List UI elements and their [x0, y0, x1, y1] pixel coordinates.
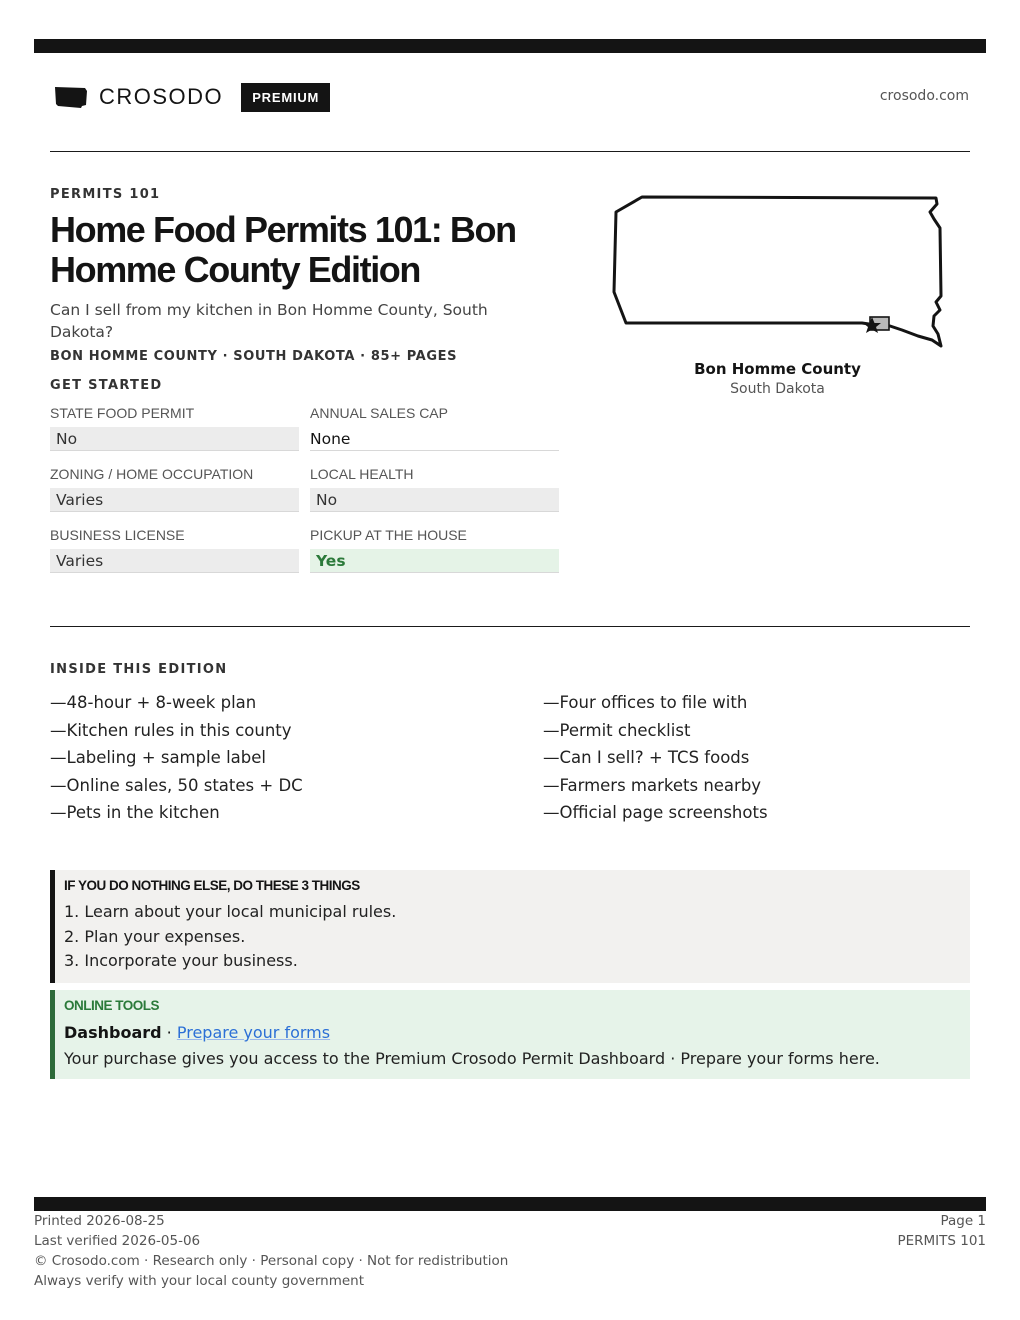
site-url[interactable]: crosodo.com — [879, 88, 969, 104]
fact-value: Varies — [50, 488, 299, 512]
section-divider — [50, 626, 970, 627]
fact-value: Varies — [50, 549, 299, 573]
toc-item: —Farmers markets nearby — [543, 775, 762, 795]
section-kicker: PERMITS 101 — [50, 187, 161, 202]
footer-series: PERMITS 101 — [897, 1233, 986, 1249]
toc-item: —Online sales, 50 states + DC — [50, 775, 303, 795]
fact-value: Yes — [310, 549, 559, 573]
fact-pickup — [310, 525, 559, 573]
callout-list — [64, 900, 970, 974]
fact-label: PICKUP AT THE HOUSE — [310, 527, 467, 543]
toc-item: —48-hour + 8-week plan — [50, 693, 257, 712]
premium-badge: PREMIUM — [241, 83, 330, 112]
top-rule-bar — [34, 39, 986, 53]
online-tools-panel — [50, 990, 970, 1079]
callout-item: 3. Incorporate your business. — [64, 951, 298, 970]
dashboard-label: Dashboard — [64, 1023, 162, 1042]
fact-label: LOCAL HEALTH — [310, 466, 414, 482]
state-map — [608, 192, 948, 352]
toc-item: —Permit checklist — [543, 720, 691, 740]
header-divider — [50, 151, 970, 152]
brand-name: CROSODO — [99, 84, 224, 109]
printed-date: Printed 2026-08-25 — [34, 1213, 165, 1229]
callout-heading: IF YOU DO NOTHING ELSE, DO THESE 3 THINGS — [64, 878, 360, 893]
page-subtitle: Can I sell from my kitchen in Bon Homme County, South Dakota? — [50, 301, 488, 341]
fact-zoning — [50, 464, 299, 512]
brand-header — [54, 82, 330, 112]
map-county-name: Bon Homme County — [694, 360, 861, 378]
fact-state-food-permit — [50, 403, 299, 451]
inside-edition-heading: INSIDE THIS EDITION — [50, 662, 228, 677]
dashboard-line — [64, 1022, 970, 1044]
three-things-callout — [50, 870, 970, 983]
callout-item: 1. Learn about your local municipal rules. — [64, 902, 397, 921]
dashboard-description: Your purchase gives you access to the Premium Crosodo Permit Dashboard · Prepare your forms here. — [64, 1049, 880, 1068]
toc-item: —Kitchen rules in this county — [50, 720, 292, 740]
edition-meta: BON HOMME COUNTY · SOUTH DAKOTA · 85+ PAGES — [50, 349, 458, 364]
prepare-forms-link[interactable]: Prepare your forms — [176, 1023, 331, 1042]
fact-value: No — [50, 427, 299, 451]
copyright-notice: © Crosodo.com · Research only · Personal copy · Not for redistribution — [34, 1253, 509, 1269]
toc-item: —Can I sell? + TCS foods — [543, 748, 750, 767]
fact-local-health — [310, 464, 559, 512]
verified-date: Last verified 2026-05-06 — [34, 1233, 201, 1249]
get-started-heading: GET STARTED — [50, 378, 163, 393]
fact-label: ZONING / HOME OCCUPATION — [50, 466, 254, 482]
dashboard-separator: · — [161, 1023, 177, 1042]
page-number: Page 1 — [940, 1213, 986, 1229]
page-title: Home Food Permits 101: Bon Homme County Edition — [50, 209, 516, 290]
fact-value: None — [310, 427, 559, 451]
footer-left — [34, 1211, 508, 1291]
south-dakota-logo-icon — [54, 86, 88, 108]
toc-item: —Official page screenshots — [543, 803, 768, 822]
fact-business-license — [50, 525, 299, 573]
toc-item: —Labeling + sample label — [50, 748, 266, 767]
south-dakota-outline-icon — [608, 192, 948, 352]
fact-label: STATE FOOD PERMIT — [50, 405, 195, 421]
fact-label: ANNUAL SALES CAP — [310, 405, 448, 421]
footer-right — [897, 1211, 986, 1251]
callout-item: 2. Plan your expenses. — [64, 926, 246, 946]
fact-label: BUSINESS LICENSE — [50, 527, 185, 543]
toc-right-column — [543, 689, 768, 827]
fact-annual-sales-cap — [310, 403, 559, 451]
online-tools-heading: ONLINE TOOLS — [64, 998, 160, 1013]
toc-item: —Pets in the kitchen — [50, 803, 220, 822]
map-state-name: South Dakota — [730, 381, 825, 397]
toc-left-column — [50, 689, 303, 827]
verify-disclaimer: Always verify with your local county government — [34, 1273, 364, 1289]
toc-item: —Four offices to file with — [543, 693, 748, 712]
bottom-rule-bar — [34, 1197, 986, 1211]
fact-value: No — [310, 488, 559, 512]
